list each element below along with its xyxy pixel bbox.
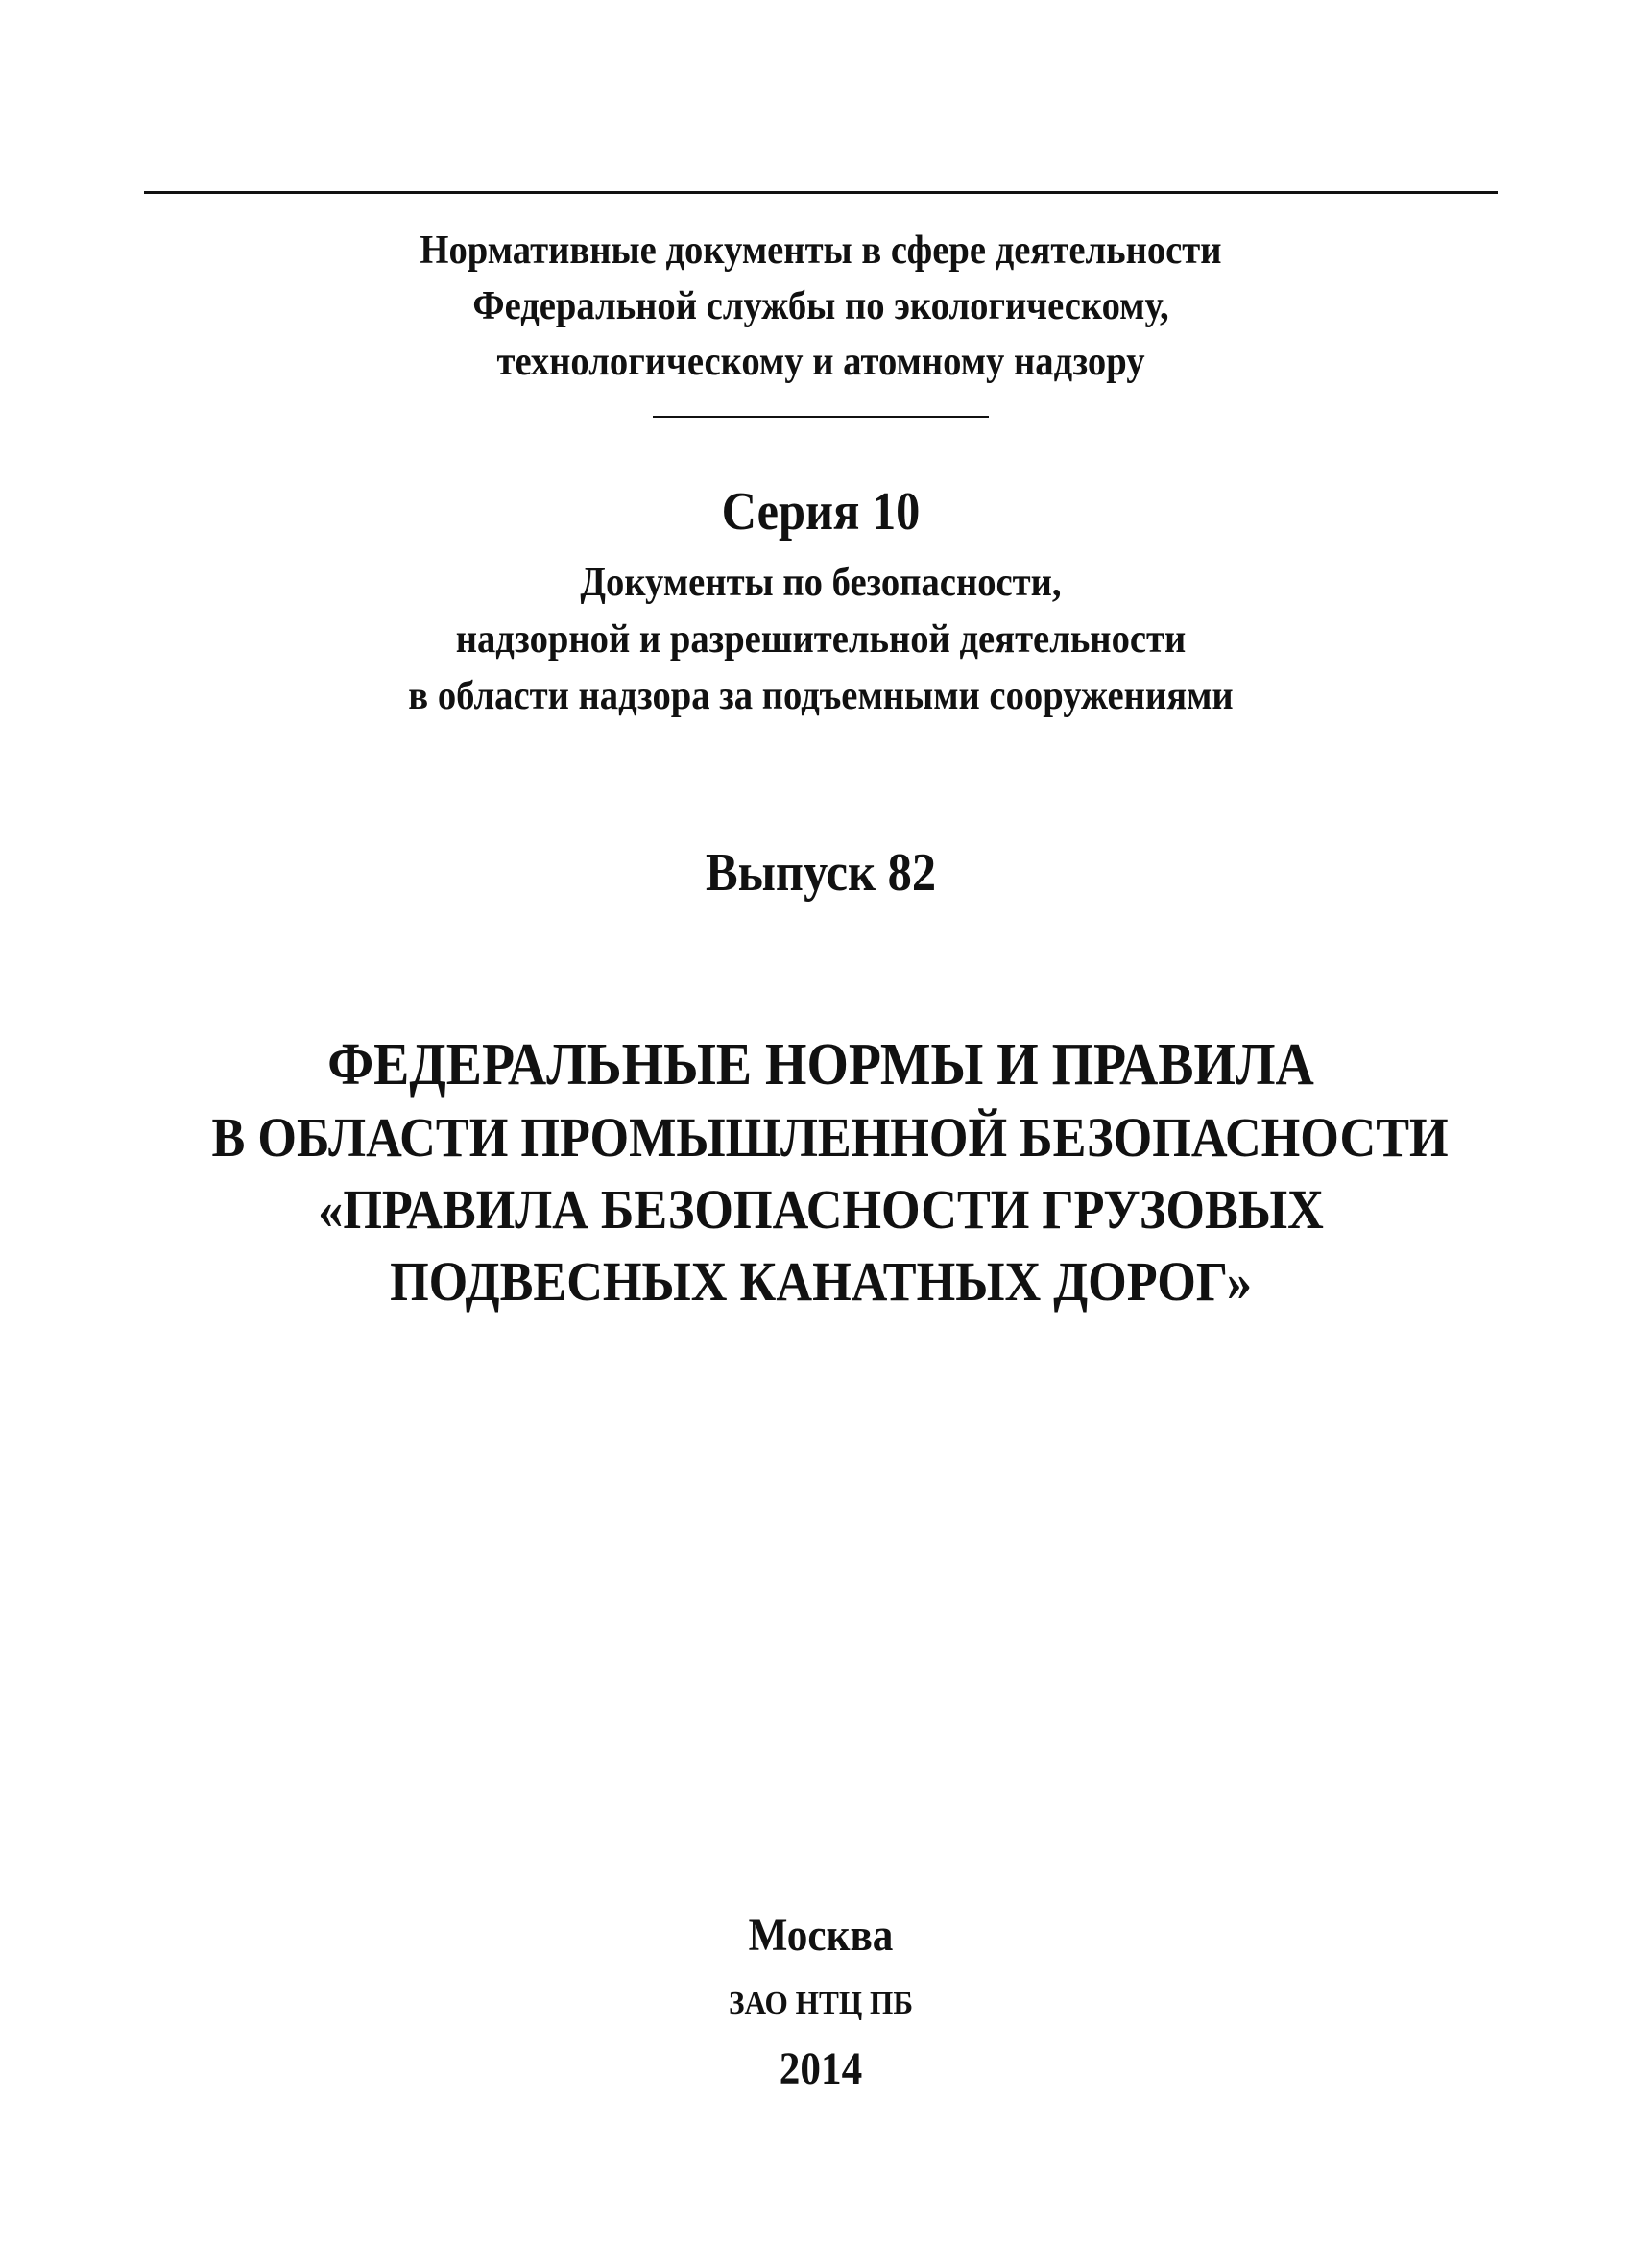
title-line: ПОДВЕСНЫХ КАНАТНЫХ ДОРОГ»	[390, 1250, 1252, 1313]
header-line: Нормативные документы в сфере деятельности	[420, 229, 1222, 273]
series-title	[212, 478, 1430, 545]
series-number: Серия 10	[721, 482, 921, 542]
series-line: надзорной и разрешительной деятельности	[455, 617, 1187, 662]
issue-block	[212, 839, 1430, 906]
header-block	[198, 223, 1443, 390]
top-rule	[144, 191, 1498, 194]
imprint-year	[212, 2039, 1430, 2099]
series-line: в области надзора за подъемными сооружениями	[408, 674, 1234, 718]
title-line: ФЕДЕРАЛЬНЫЕ НОРМЫ И ПРАВИЛА	[327, 1032, 1314, 1098]
header-line: Федеральной службы по экологическому,	[472, 284, 1169, 328]
publication-year: 2014	[779, 2043, 863, 2094]
imprint-city	[212, 1906, 1430, 1966]
series-line: Документы по безопасности,	[580, 561, 1062, 605]
city-name: Москва	[748, 1910, 894, 1961]
issue-number: Выпуск 82	[705, 843, 937, 903]
imprint-publisher	[198, 1980, 1443, 2028]
publisher-name: ЗАО НТЦ ПБ	[728, 1986, 914, 2021]
document-title	[211, 1029, 1449, 1317]
header-line: технологическому и атомному надзору	[496, 340, 1145, 384]
title-line: В ОБЛАСТИ ПРОМЫШЛЕННОЙ БЕЗОПАСНОСТИ	[211, 1106, 1449, 1169]
header-divider	[653, 416, 989, 418]
series-description	[198, 555, 1443, 725]
title-line: «ПРАВИЛА БЕЗОПАСНОСТИ ГРУЗОВЫХ	[318, 1178, 1324, 1241]
